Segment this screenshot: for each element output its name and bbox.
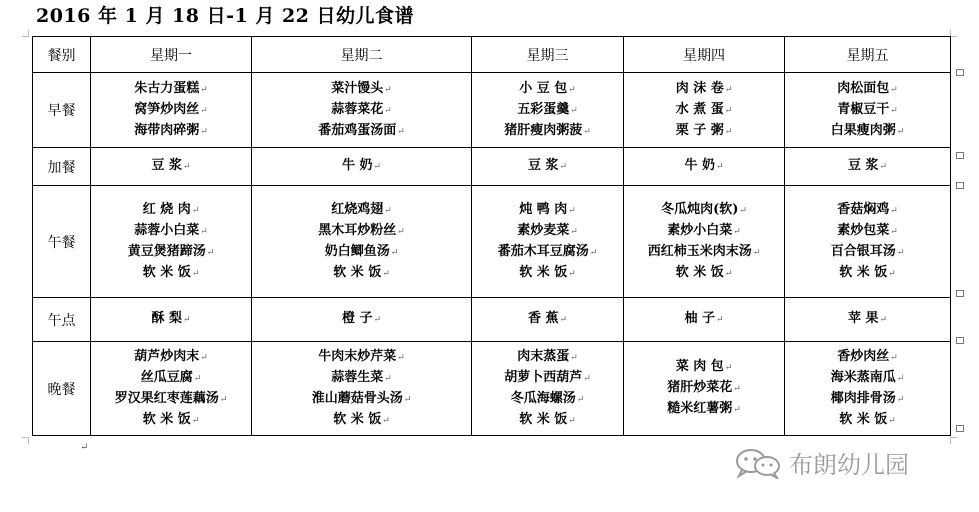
menu-cell-tue [252,148,472,186]
dish-name: 冬瓜炖肉(软)↵ [661,201,747,217]
return-mark: ↵ [200,105,208,116]
header-row [33,37,951,73]
dish-name: 柚 子↵ [684,311,724,326]
dish-name: 胡萝卜西葫芦↵ [504,369,591,385]
dish-name: 软 米 饭↵ [142,411,200,427]
return-mark: ↵ [200,226,208,237]
dish-name: 丝瓜豆腐↵ [140,369,202,385]
meal-header: 餐别 [33,37,91,73]
dish-name: 海米蒸南瓜↵ [830,369,905,385]
menu-cell-thu [624,342,785,436]
dish-name: 软 米 饭↵ [675,264,733,280]
return-mark: ↵ [397,352,405,363]
dish-name: 百合银耳汤↵ [830,243,905,259]
dish-name: 软 米 饭↵ [839,411,896,427]
dish-name: 糙米红薯粥↵ [667,401,741,416]
dish-name: 红 烧 肉↵ [142,201,200,217]
page-title: 2016 年 1 月 18 日-1 月 22 日幼儿食谱 [36,5,415,27]
return-mark: ↵ [219,394,228,405]
return-mark: ↵ [739,205,747,216]
return-mark: ↵ [397,126,405,137]
return-mark: ↵ [570,226,578,237]
menu-cell-mon [91,73,252,148]
menu-row-dinner [33,342,951,436]
dish-name: 肉 沫 卷↵ [675,80,733,96]
return-mark: ↵ [570,105,578,116]
menu-cell-thu [624,186,785,298]
dish-name: 素炒小白菜↵ [667,222,741,238]
dish-name: 罗汉果红枣莲藕汤↵ [114,390,228,406]
dish-name: 西红柿玉米肉末汤↵ [647,243,761,259]
dish-name: 栗 子 粥↵ [675,122,733,138]
meal-label: 午点 [33,298,91,342]
return-mark: ↵ [890,205,898,216]
row-end-marker [956,290,964,297]
return-mark: ↵ [191,415,200,426]
return-mark: ↵ [890,84,898,95]
dish-name: 酥 梨↵ [151,311,191,326]
return-mark: ↵ [382,268,390,279]
return-mark: ↵ [583,373,591,384]
dish-name: 软 米 饭↵ [839,264,896,280]
return-mark: ↵ [182,162,191,172]
return-mark: ↵ [724,363,733,373]
return-mark: ↵ [559,162,568,172]
return-mark: ↵ [182,315,191,325]
dish-name: 软 米 饭↵ [142,264,200,280]
return-mark: ↵ [896,126,905,137]
dish-name: 软 米 饭↵ [333,264,390,280]
return-mark: ↵ [733,384,741,394]
dish-name: 软 米 饭↵ [519,264,576,280]
return-mark: ↵ [382,415,390,426]
return-mark: ↵ [397,226,405,237]
menu-cell-fri [785,186,951,298]
return-mark: ↵ [879,162,888,172]
menu-cell-thu [624,298,785,342]
dish-name: 朱古力蛋糕↵ [134,80,208,96]
dish-name: 五彩蛋羹↵ [517,101,578,117]
menu-cell-thu [624,148,785,186]
menu-cell-tue [252,186,472,298]
dish-name: 奶白鲫鱼汤↵ [324,243,399,259]
dish-name: 黄豆煲猪蹄汤↵ [127,243,215,259]
row-end-marker [956,425,964,432]
dish-name: 牛 奶↵ [341,158,382,173]
day-header-fri: 星期五 [785,37,951,73]
dish-name: 肉松面包↵ [837,80,898,96]
return-mark: ↵ [200,84,208,95]
menu-cell-fri [785,298,951,342]
return-mark: ↵ [752,247,761,258]
return-mark: ↵ [559,315,568,325]
dish-name: 豆 浆↵ [527,158,568,173]
return-mark: ↵ [890,352,898,363]
menu-row-snack [33,148,951,186]
return-mark: ↵ [200,126,208,137]
menu-cell-wed [472,342,624,436]
margin-corner-top-left [22,30,29,37]
dish-name: 菜 肉 包↵ [675,359,733,374]
menu-cell-mon [91,298,252,342]
watermark-text: 布朗幼儿园 [789,451,909,479]
dish-name: 黑木耳炒粉丝↵ [318,222,405,238]
dish-name: 炖 鸭 肉↵ [519,201,576,217]
return-mark: ↵ [206,247,215,258]
meal-label: 午餐 [33,186,91,298]
menu-cell-mon [91,148,252,186]
return-mark: ↵ [576,394,585,405]
day-header-mon: 星期一 [91,37,252,73]
return-mark: ↵ [724,268,733,279]
dish-name: 软 米 饭↵ [333,411,390,427]
return-mark: ↵ [568,268,576,279]
menu-row-afternoon [33,298,951,342]
menu-cell-wed [472,73,624,148]
margin-corner-top-right [950,30,957,37]
return-mark: ↵ [373,162,382,172]
row-end-marker [956,337,964,344]
dish-name: 蒜蓉生菜↵ [331,369,392,385]
return-mark: ↵ [888,415,896,426]
dish-name: 软 米 饭↵ [519,411,576,427]
menu-cell-tue [252,298,472,342]
menu-cell-tue [252,342,472,436]
menu-cell-fri [785,73,951,148]
return-mark: ↵ [724,126,733,137]
return-mark: ↵ [896,373,905,384]
paragraph-mark: ↵ [80,442,89,453]
menu-cell-fri [785,342,951,436]
dish-name: 小 豆 包↵ [519,80,576,96]
dish-name: 窝笋炒肉丝↵ [134,101,208,117]
menu-row-lunch [33,186,951,298]
dish-name: 豆 浆↵ [847,158,888,173]
menu-table [32,36,951,436]
menu-cell-tue [252,73,472,148]
return-mark: ↵ [373,315,382,325]
row-end-marker [956,182,964,189]
dish-name: 菜汁馒头↵ [331,80,392,96]
return-mark: ↵ [724,105,733,116]
dish-name: 番茄鸡蛋汤面↵ [318,122,405,138]
dish-name: 素炒包菜↵ [837,222,898,238]
dish-name: 淮山蘑菇骨头汤↵ [311,390,412,406]
return-mark: ↵ [896,247,905,258]
return-mark: ↵ [896,394,905,405]
return-mark: ↵ [191,205,200,216]
return-mark: ↵ [890,226,898,237]
dish-name: 番茄木耳豆腐汤↵ [497,243,598,259]
return-mark: ↵ [733,226,741,237]
dish-name: 豆 浆↵ [151,158,191,173]
dish-name: 香 蕉↵ [527,311,568,326]
menu-cell-thu [624,73,785,148]
return-mark: ↵ [193,373,202,384]
dish-name: 蒜蓉菜花↵ [331,101,392,117]
return-mark: ↵ [568,84,576,95]
return-mark: ↵ [200,352,208,363]
dish-name: 葫芦炒肉末↵ [134,348,208,364]
dish-name: 香炒肉丝↵ [837,348,898,364]
dish-name: 猪肝炒菜花↵ [667,380,741,395]
row-end-marker [956,69,964,76]
dish-name: 椰肉排骨汤↵ [830,390,905,406]
return-mark: ↵ [583,126,591,137]
menu-cell-wed [472,298,624,342]
return-mark: ↵ [715,315,724,325]
return-mark: ↵ [384,205,392,216]
menu-cell-fri [785,148,951,186]
return-mark: ↵ [568,205,576,216]
return-mark: ↵ [403,394,412,405]
return-mark: ↵ [724,84,733,95]
menu-cell-mon [91,342,252,436]
dish-name: 猪肝瘦肉粥菠↵ [504,122,591,138]
return-mark: ↵ [384,84,392,95]
meal-label: 早餐 [33,73,91,148]
dish-name: 水 煮 蛋↵ [675,101,733,117]
menu-cell-mon [91,186,252,298]
watermark [733,445,909,480]
dish-name: 青椒豆干↵ [837,101,898,117]
return-mark: ↵ [879,315,888,325]
return-mark: ↵ [733,405,741,415]
dish-name: 牛肉末炒芹菜↵ [318,348,405,364]
menu-cell-wed [472,186,624,298]
dish-name: 蒜蓉小白菜↵ [134,222,208,238]
return-mark: ↵ [888,268,896,279]
return-mark: ↵ [390,247,399,258]
return-mark: ↵ [570,352,578,363]
day-header-tue: 星期二 [252,37,472,73]
return-mark: ↵ [890,105,898,116]
dish-name: 海带肉碎粥↵ [134,122,208,138]
return-mark: ↵ [384,373,392,384]
row-end-marker [956,152,964,159]
return-mark: ↵ [589,247,598,258]
meal-label: 晚餐 [33,342,91,436]
dish-name: 冬瓜海螺汤↵ [510,390,585,406]
meal-label: 加餐 [33,148,91,186]
margin-corner-bottom-left [22,437,29,444]
dish-name: 红烧鸡翅↵ [331,201,392,217]
day-header-thu: 星期四 [624,37,785,73]
margin-corner-bottom-right [950,437,957,444]
return-mark: ↵ [191,268,200,279]
dish-name: 香菇焖鸡↵ [837,201,898,217]
menu-row-breakfast [33,73,951,148]
return-mark: ↵ [715,162,724,172]
return-mark: ↵ [568,415,576,426]
menu-cell-wed [472,148,624,186]
dish-name: 素炒麦菜↵ [517,222,578,238]
day-header-wed: 星期三 [472,37,624,73]
dish-name: 苹 果↵ [847,311,888,326]
dish-name: 牛 奶↵ [684,158,724,173]
dish-name: 肉末蒸蛋↵ [517,348,578,364]
dish-name: 橙 子↵ [341,311,382,326]
return-mark: ↵ [384,105,392,116]
dish-name: 白果瘦肉粥↵ [830,122,905,138]
wechat-icon [733,447,783,479]
